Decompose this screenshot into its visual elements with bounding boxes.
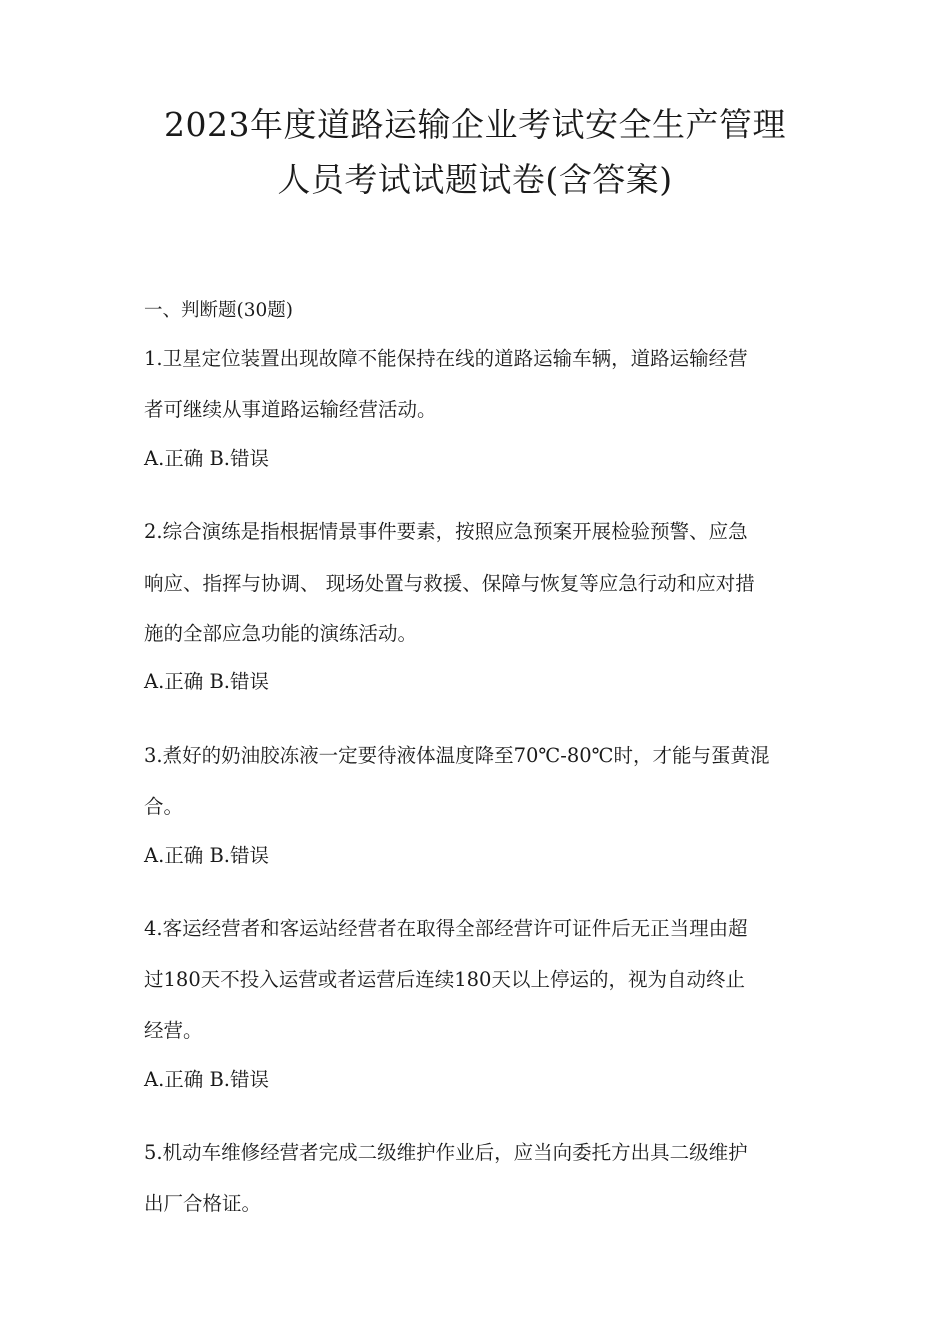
question-5-line-2: 出厂合格证。 bbox=[144, 1192, 262, 1215]
question-1-line-1: 1.卫星定位装置出现故障不能保持在线的道路运输车辆，道路运输经营 bbox=[144, 347, 748, 370]
question-3-line-2: 合。 bbox=[144, 795, 184, 818]
question-2-line-3: 施的全部应急功能的演练活动。 bbox=[144, 622, 418, 645]
question-4-options: A.正确 B.错误 bbox=[144, 1068, 270, 1091]
question-3-line-1: 3.煮好的奶油胶冻液一定要待液体温度降至70℃-80℃时，才能与蛋黄混 bbox=[144, 744, 770, 767]
question-1-options: A.正确 B.错误 bbox=[144, 447, 270, 470]
question-4-line-1: 4.客运经营者和客运站经营者在取得全部经营许可证件后无正当理由超 bbox=[144, 917, 748, 940]
question-4-line-3: 经营。 bbox=[144, 1019, 203, 1042]
question-2-line-1: 2.综合演练是指根据情景事件要素，按照应急预案开展检验预警、应急 bbox=[144, 520, 748, 543]
document-title-line-1: 2023年度道路运输企业考试安全生产管理 bbox=[164, 105, 786, 144]
question-2-line-2: 响应、指挥与协调、 现场处置与救援、保障与恢复等应急行动和应对措 bbox=[144, 572, 755, 595]
question-1-line-2: 者可继续从事道路运输经营活动。 bbox=[144, 398, 437, 421]
question-3-options: A.正确 B.错误 bbox=[144, 844, 270, 867]
question-2-options: A.正确 B.错误 bbox=[144, 670, 270, 693]
document-title-line-2: 人员考试试题试卷(含答案) bbox=[277, 160, 673, 199]
section-heading: 一、判断题(30题) bbox=[144, 300, 293, 321]
question-5-line-1: 5.机动车维修经营者完成二级维护作业后，应当向委托方出具二级维护 bbox=[144, 1141, 748, 1164]
question-4-line-2: 过180天不投入运营或者运营后连续180天以上停运的，视为自动终止 bbox=[144, 968, 745, 991]
